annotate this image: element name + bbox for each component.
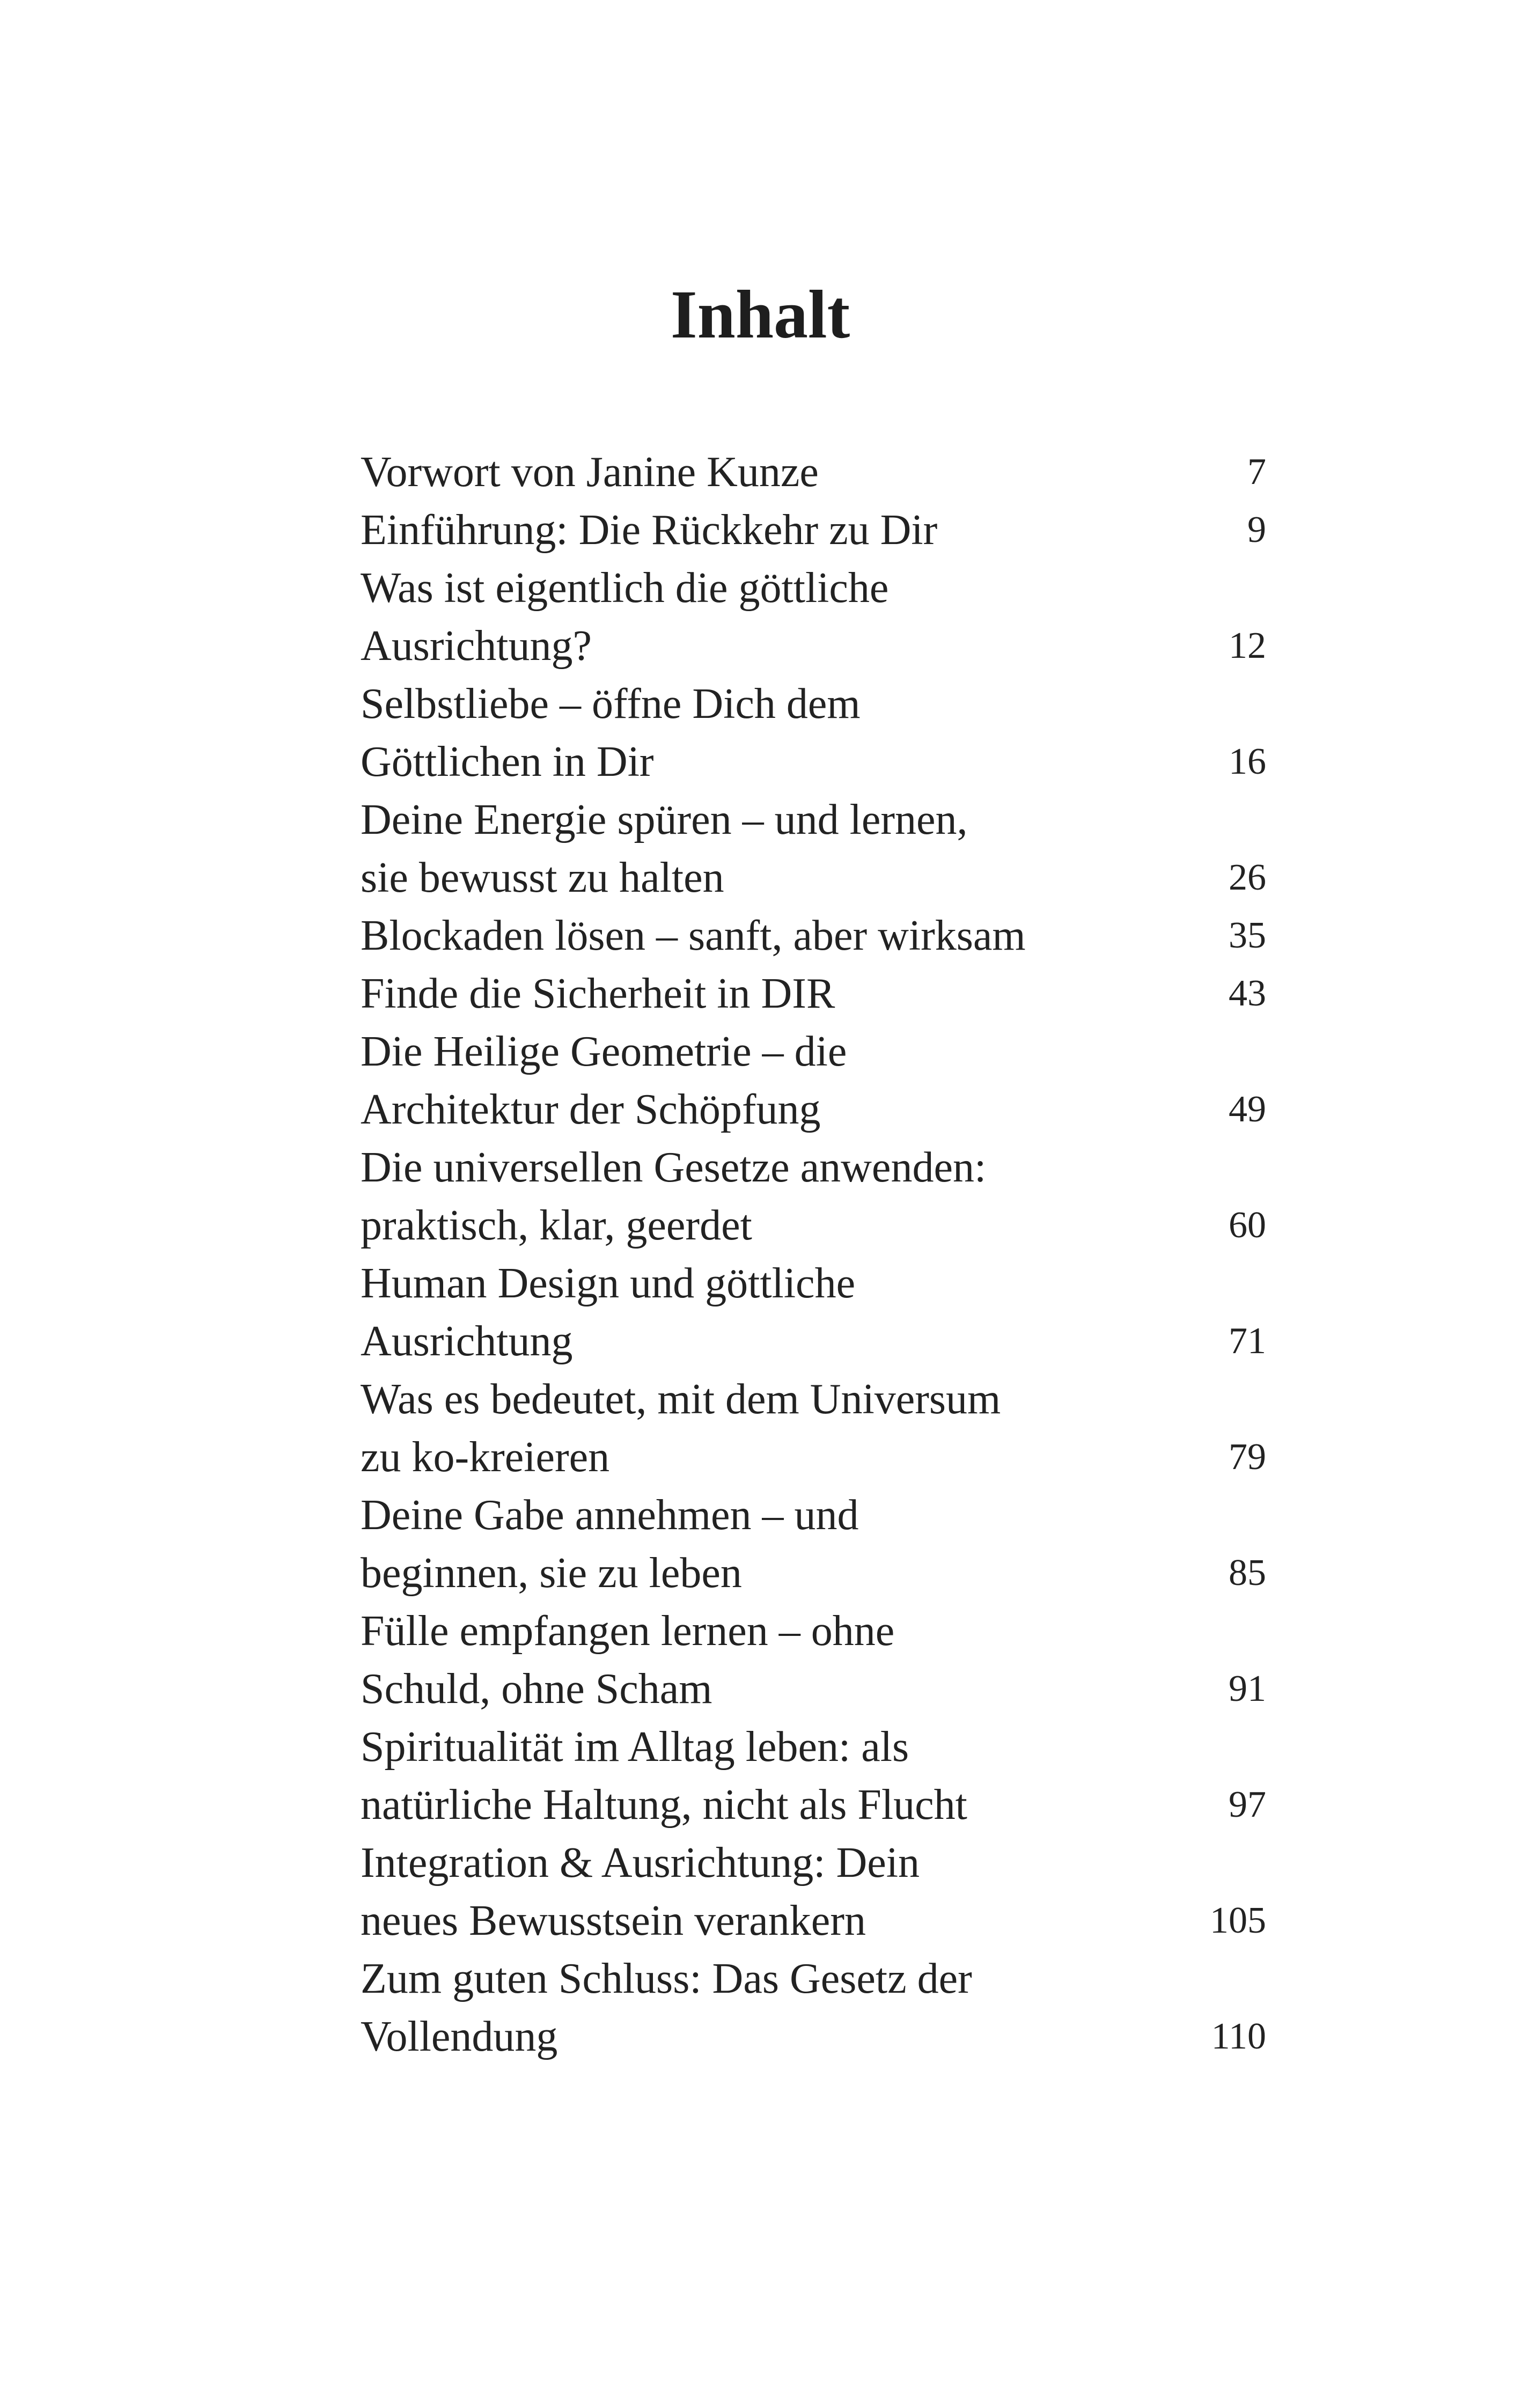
- toc-entry: [361, 1950, 1266, 2066]
- toc-entry-page-number: 71: [1229, 1320, 1266, 1362]
- toc-entry: [361, 1254, 1266, 1370]
- toc-entry-page-number: 79: [1229, 1436, 1266, 1478]
- toc-entry-page-number: 97: [1229, 1784, 1266, 1825]
- toc-entry: [361, 443, 1266, 501]
- toc-entry: [361, 559, 1266, 675]
- toc-entry: [361, 675, 1266, 791]
- toc-entry-page-number: 85: [1229, 1552, 1266, 1594]
- toc-entry: [361, 965, 1266, 1023]
- toc-entry: [361, 907, 1266, 965]
- toc-entry-title: Die universellen Gesetze anwenden: praktisch, klar, geerdet: [361, 1144, 987, 1249]
- toc-entry-title: Spiritualität im Alltag leben: als natürliche Haltung, nicht als Flucht: [361, 1723, 967, 1829]
- toc-entry-title: Deine Energie spüren – und lernen, sie bewusst zu halten: [361, 796, 968, 901]
- toc-entry-page-number: 9: [1247, 509, 1266, 550]
- toc-entry-page-number: 7: [1247, 451, 1266, 493]
- toc-entry-page-number: 43: [1229, 973, 1266, 1014]
- toc-entry-title: Finde die Sicherheit in DIR: [361, 970, 835, 1017]
- toc-entry-title: Was es bedeutet, mit dem Universum zu ko-kreieren: [361, 1376, 1001, 1481]
- toc-entry-page-number: 60: [1229, 1205, 1266, 1246]
- toc-entry-title: Fülle empfangen lernen – ohne Schuld, ohne Scham: [361, 1607, 895, 1713]
- toc-entry: [361, 1370, 1266, 1486]
- toc-entry: [361, 1023, 1266, 1139]
- toc-entry: [361, 791, 1266, 907]
- toc-entry: [361, 1486, 1266, 1602]
- toc-entry-title: Human Design und göttliche Ausrichtung: [361, 1260, 856, 1365]
- toc-entry-title: Was ist eigentlich die göttliche Ausrichtung?: [361, 564, 889, 670]
- page-title: Inhalt: [670, 276, 850, 353]
- toc-entry-title: Vorwort von Janine Kunze: [361, 449, 819, 496]
- toc-entry-title: Selbstliebe – öffne Dich dem Göttlichen in Dir: [361, 680, 861, 785]
- toc-entry-page-number: 26: [1229, 857, 1266, 898]
- toc-entry-page-number: 49: [1229, 1089, 1266, 1130]
- toc-entry-page-number: 110: [1211, 2016, 1266, 2057]
- toc-entry-page-number: 16: [1229, 741, 1266, 782]
- toc-entry: [361, 1139, 1266, 1254]
- toc-entry-page-number: 105: [1210, 1900, 1266, 1941]
- toc-entry-page-number: 35: [1229, 915, 1266, 956]
- toc-entry: [361, 1718, 1266, 1834]
- toc-entry-page-number: 12: [1229, 625, 1266, 666]
- toc-entry-title: Einführung: Die Rückkehr zu Dir: [361, 506, 938, 554]
- toc-entry: [361, 1834, 1266, 1950]
- toc-entry-title: Blockaden lösen – sanft, aber wirksam: [361, 912, 1026, 959]
- toc-entry-title: Zum guten Schluss: Das Gesetz der Vollendung: [361, 1955, 972, 2060]
- toc-entry-title: Die Heilige Geometrie – die Architektur der Schöpfung: [361, 1028, 847, 1133]
- table-of-contents: [361, 443, 1266, 2066]
- toc-entry-title: Integration & Ausrichtung: Dein neues Bewusstsein verankern: [361, 1839, 920, 1944]
- toc-entry-title: Deine Gabe annehmen – und beginnen, sie zu leben: [361, 1492, 859, 1597]
- toc-entry: [361, 501, 1266, 559]
- toc-entry: [361, 1602, 1266, 1718]
- toc-entry-page-number: 91: [1229, 1668, 1266, 1709]
